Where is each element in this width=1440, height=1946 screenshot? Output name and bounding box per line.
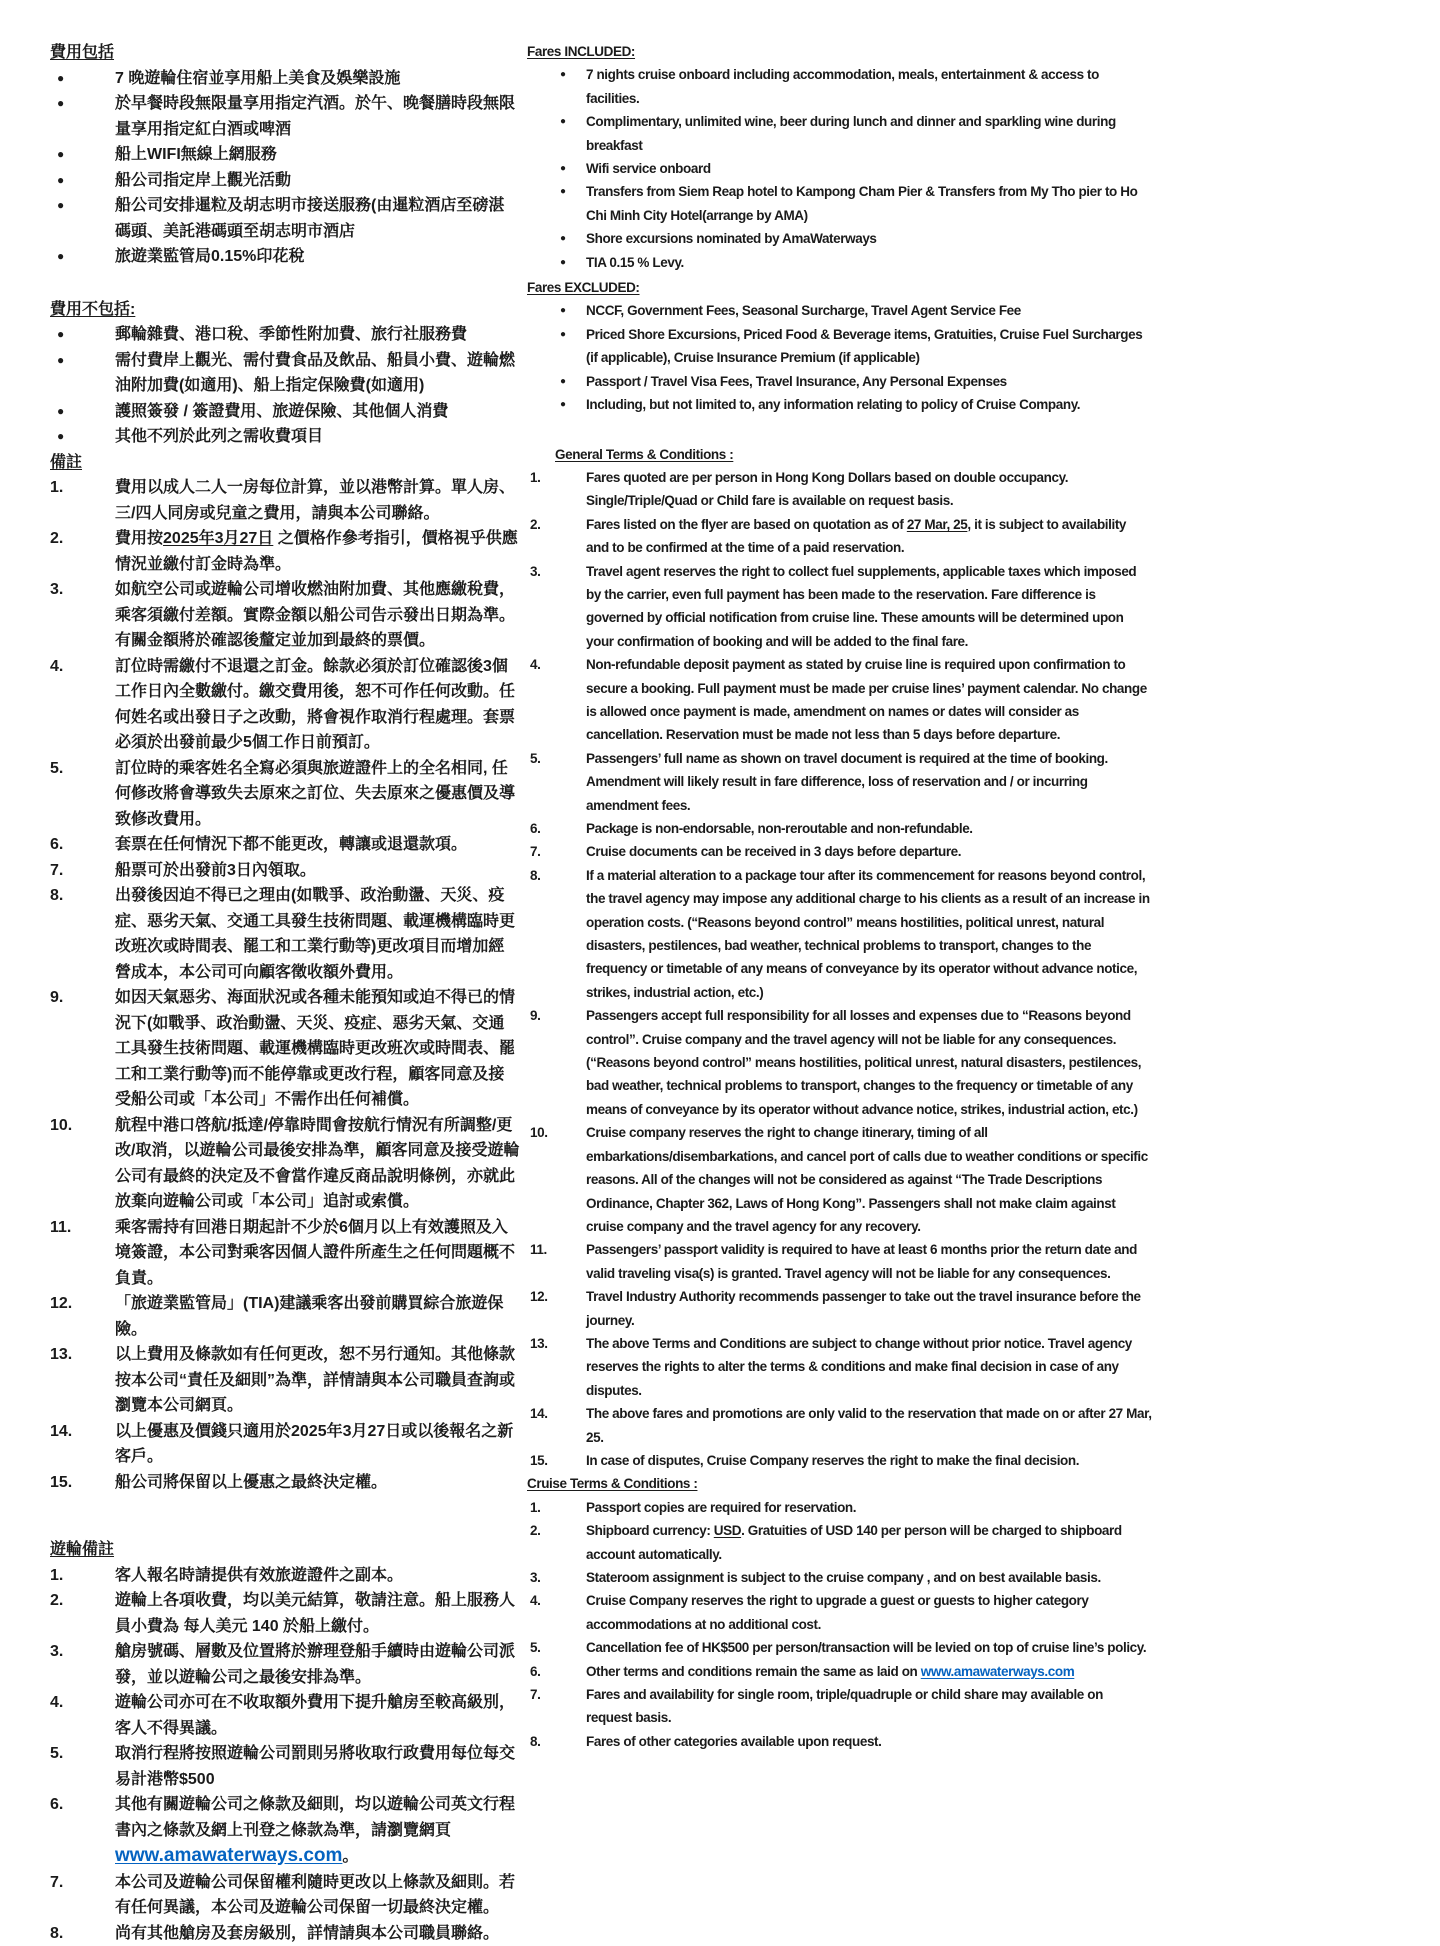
- list-item: [50, 1291, 520, 1342]
- number-marker: 10.: [50, 1113, 115, 1139]
- list-item: [527, 323, 1152, 370]
- bullet-marker: ●: [527, 299, 586, 322]
- item-text: 護照簽發 / 簽證費用、旅遊保險、其他個人消費: [115, 399, 520, 425]
- item-text: 郵輪雜費、港口稅、季節性附加費、旅行社服務費: [115, 322, 520, 348]
- number-marker: 7.: [50, 1870, 115, 1896]
- section-heading-fares-excluded-zh: 費用不包括:: [50, 297, 520, 323]
- list-item: [527, 560, 1152, 654]
- list-item: [527, 1589, 1152, 1636]
- list-item: [527, 157, 1152, 180]
- number-marker: 6.: [527, 1660, 586, 1683]
- list-item: [50, 1342, 520, 1419]
- number-marker: 3.: [50, 1639, 115, 1665]
- bullet-marker: ●: [50, 348, 115, 374]
- number-marker: 14.: [50, 1419, 115, 1445]
- list-item: [50, 322, 520, 348]
- number-marker: 13.: [527, 1332, 586, 1355]
- bullet-marker: ●: [50, 399, 115, 425]
- item-text: Cruise documents can be received in 3 days before departure.: [586, 840, 1152, 863]
- item-text: 7 nights cruise onboard including accommodation, meals, entertainment & access to facilities.: [586, 63, 1152, 110]
- list-item: [50, 142, 520, 168]
- item-text: 7 晚遊輪住宿並享用船上美食及娛樂設施: [115, 66, 520, 92]
- item-text: Package is non-endorsable, non-reroutable and non-refundable.: [586, 817, 1152, 840]
- list-item: [50, 1792, 520, 1870]
- number-marker: 7.: [527, 1683, 586, 1706]
- item-text: Other terms and conditions remain the same as laid on www.amawaterways.com: [586, 1660, 1152, 1683]
- bullet-marker: ●: [50, 168, 115, 194]
- number-marker: 13.: [50, 1342, 115, 1368]
- number-marker: 9.: [527, 1004, 586, 1027]
- item-text: Passport copies are required for reservation.: [586, 1496, 1152, 1519]
- list-item: [50, 1563, 520, 1589]
- list-item: [50, 1921, 520, 1946]
- item-text: 旅遊業監管局0.15%印花稅: [115, 244, 520, 270]
- item-text: 船公司安排暹粒及胡志明市接送服務(由暹粒酒店至磅湛碼頭、美託港碼頭至胡志明市酒店: [115, 193, 520, 244]
- list-item: [50, 1690, 520, 1741]
- number-marker: 15.: [50, 1470, 115, 1496]
- list-item: [50, 756, 520, 833]
- item-text: Travel agent reserves the right to collect fuel supplements, applicable taxes which imposed by the carrier, even full payment has been made to the reservation. Fare difference is governed by official notification from cruise line. These amounts will be determined upon your confirmation of booking and will be added to the final fare.: [586, 560, 1152, 654]
- item-text: 本公司及遊輪公司保留權利隨時更改以上條款及細則。若有任何異議，本公司及遊輪公司保留一切最終決定權。: [115, 1870, 520, 1921]
- section-heading-cruise-terms-en: Cruise Terms & Conditions :: [527, 1472, 1152, 1495]
- number-marker: 1.: [527, 466, 586, 489]
- amawaterways-link[interactable]: www.amawaterways.com: [921, 1664, 1075, 1679]
- item-text: Fares listed on the flyer are based on quotation as of 27 Mar, 25, it is subject to availability and to be confirmed at the time of a paid reservation.: [586, 513, 1152, 560]
- list-item: [50, 1588, 520, 1639]
- section-fares-excluded-zh: [50, 297, 520, 450]
- item-text: 以上費用及條款如有任何更改，恕不另行通知。其他條款按本公司“責任及細則”為準，詳情請與本公司職員查詢或瀏覽本公司網頁。: [115, 1342, 520, 1419]
- column-right: [527, 40, 1152, 1946]
- number-marker: 6.: [50, 1792, 115, 1818]
- number-marker: 2.: [50, 1588, 115, 1614]
- item-text: Transfers from Siem Reap hotel to Kampong Cham Pier & Transfers from My Tho pier to Ho Chi Minh City Hotel(arrange by AMA): [586, 180, 1152, 227]
- item-text: Travel Industry Authority recommends passenger to take out the travel insurance before the journey.: [586, 1285, 1152, 1332]
- list-item: [527, 1660, 1152, 1683]
- list-item: [527, 1121, 1152, 1238]
- list-item: [50, 91, 520, 142]
- bullet-marker: ●: [527, 393, 586, 416]
- bullet-marker: ●: [50, 193, 115, 219]
- bullet-marker: ●: [50, 244, 115, 270]
- bullet-marker: ●: [527, 157, 586, 180]
- item-text: 尚有其他艙房及套房級別，詳情請與本公司職員聯絡。: [115, 1921, 520, 1946]
- number-marker: 4.: [527, 653, 586, 676]
- list-item: [50, 1419, 520, 1470]
- list-item: [527, 251, 1152, 274]
- number-marker: 6.: [527, 817, 586, 840]
- list-item: [527, 1636, 1152, 1659]
- list-item: [527, 1332, 1152, 1402]
- item-text: Passport / Travel Visa Fees, Travel Insurance, Any Personal Expenses: [586, 370, 1152, 393]
- number-marker: 3.: [527, 1566, 586, 1589]
- list-item: [50, 475, 520, 526]
- list-item: [527, 840, 1152, 863]
- item-text: 船公司指定岸上觀光活動: [115, 168, 520, 194]
- item-text: 航程中港口啓航/抵達/停靠時間會按航行情況有所調整/更改/取消，以遊輪公司最後安排為準，顧客同意及接受遊輪公司有最終的決定及不會當作違反商品說明條例，亦就此放棄向遊輪公司或「本公司」追討或索償。: [115, 1113, 520, 1215]
- item-text: 船公司將保留以上優惠之最終決定權。: [115, 1470, 520, 1496]
- item-text: 訂位時的乘客姓名全寫必須與旅遊證件上的全名相同, 任何修改將會導致失去原來之訂位、失去原來之優惠價及導致修改費用。: [115, 756, 520, 833]
- number-marker: 8.: [527, 864, 586, 887]
- item-text: 遊輪公司亦可在不收取額外費用下提升艙房至較高級別，客人不得異議。: [115, 1690, 520, 1741]
- section-heading-notes-zh: 備註: [50, 450, 520, 476]
- number-marker: 8.: [50, 883, 115, 909]
- item-text: 如因天氣惡劣、海面狀況或各種未能預知或迫不得已的情況下(如戰爭、政治動盪、天災、疫症、惡劣天氣、交通工具發生技術問題、載運機構臨時更改班次或時間表、罷工和工業行動等)而不能停靠或更改行程，顧客同意及接受船公司或「本公司」不需作出任何補償。: [115, 985, 520, 1113]
- number-marker: 4.: [527, 1589, 586, 1612]
- list-item: [527, 180, 1152, 227]
- section-heading-fares-excluded-en: Fares EXCLUDED:: [527, 276, 1152, 299]
- list-item: [50, 654, 520, 756]
- underlined-text: 2025年3月27日: [163, 530, 273, 547]
- item-text: 訂位時需繳付不退還之訂金。餘款必須於訂位確認後3個工作日內全數繳付。繳交費用後，恕不可作任何改動。任何姓名或出發日子之改動，將會視作取消行程處理。套票必須於出發前最少5個工作日前預訂。: [115, 654, 520, 756]
- number-marker: 5.: [527, 747, 586, 770]
- bullet-marker: ●: [50, 424, 115, 450]
- list-item: [50, 168, 520, 194]
- item-text: 船上WIFI無線上網服務: [115, 142, 520, 168]
- number-marker: 8.: [527, 1730, 586, 1753]
- underlined-text: 27 Mar, 25: [907, 517, 968, 532]
- list-item: [527, 227, 1152, 250]
- list-item: [50, 577, 520, 654]
- list-item: [527, 466, 1152, 513]
- bullet-marker: ●: [50, 91, 115, 117]
- list-item: [50, 1470, 520, 1496]
- section-heading-cruise-notes-zh: 遊輪備註: [50, 1537, 520, 1563]
- number-marker: 12.: [50, 1291, 115, 1317]
- list-item: [527, 1238, 1152, 1285]
- list-item: [50, 424, 520, 450]
- list-item: [527, 1285, 1152, 1332]
- list-item: [50, 1741, 520, 1792]
- item-text: 以上優惠及價錢只適用於2025年3月27日或以後報名之新客戶。: [115, 1419, 520, 1470]
- list-item: [50, 883, 520, 985]
- item-text: TIA 0.15 % Levy.: [586, 251, 1152, 274]
- item-text: The above Terms and Conditions are subject to change without prior notice. Travel agency reserves the rights to alter the terms & conditions and make final decision in case of any disputes.: [586, 1332, 1152, 1402]
- bullet-marker: ●: [527, 180, 586, 203]
- item-text: 取消行程將按照遊輪公司罰則另將收取行政費用每位每交易計港幣$500: [115, 1741, 520, 1792]
- column-left: [50, 40, 520, 1946]
- item-text: Fares and availability for single room, triple/quadruple or child share may available on request basis.: [586, 1683, 1152, 1730]
- list-item: [50, 244, 520, 270]
- section-heading-fares-included-zh: 費用包括: [50, 40, 520, 66]
- item-text: 艙房號碼、層數及位置將於辦理登船手續時由遊輪公司派發，並以遊輪公司之最後安排為準。: [115, 1639, 520, 1690]
- number-marker: 12.: [527, 1285, 586, 1308]
- item-text: Fares quoted are per person in Hong Kong Dollars based on double occupancy. Single/Triple/Quad or Child fare is available on request basis.: [586, 466, 1152, 513]
- number-marker: 11.: [50, 1215, 115, 1241]
- item-text: Passengers’ passport validity is required to have at least 6 months prior the return date and valid traveling visa(s) is granted. Travel agency will not be liable for any consequences.: [586, 1238, 1152, 1285]
- list-item: [50, 832, 520, 858]
- item-text: 如航空公司或遊輪公司增收燃油附加費、其他應繳稅費，乘客須繳付差額。實際金額以船公司告示發出日期為準。有關金額將於確認後釐定並加到最終的票價。: [115, 577, 520, 654]
- list-item: [527, 1519, 1152, 1566]
- item-text: 船票可於出發前3日內領取。: [115, 858, 520, 884]
- number-marker: 4.: [50, 1690, 115, 1716]
- list-item: [527, 1566, 1152, 1589]
- section-heading-general-terms-en: General Terms & Conditions :: [527, 443, 1152, 466]
- bullet-marker: ●: [527, 110, 586, 133]
- number-marker: 7.: [50, 858, 115, 884]
- number-marker: 5.: [50, 756, 115, 782]
- number-marker: 6.: [50, 832, 115, 858]
- section-notes-zh: [50, 450, 520, 1496]
- item-text: 乘客需持有回港日期起計不少於6個月以上有效護照及入境簽證，本公司對乘客因個人證件所產生之任何問題概不負責。: [115, 1215, 520, 1292]
- number-marker: 2.: [527, 513, 586, 536]
- number-marker: 7.: [527, 840, 586, 863]
- list-item: [50, 1113, 520, 1215]
- list-item: [527, 1683, 1152, 1730]
- list-item: [50, 1215, 520, 1292]
- list-item: [50, 858, 520, 884]
- list-item: [527, 653, 1152, 747]
- item-text: Passengers accept full responsibility for all losses and expenses due to “Reasons beyond control”. Cruise company and the travel agency will not be liable for any consequences. (“Reasons beyond control” means hostilities, political unrest, natural disasters, pestilences, bad weather, technical problems to transport, changes to the frequency or timetable of any means of conveyance by its operator without advance notice, strikes, industrial action, etc.): [586, 1004, 1152, 1121]
- list-item: [527, 1004, 1152, 1121]
- item-text: Priced Shore Excursions, Priced Food & Beverage items, Gratuities, Cruise Fuel Surcharges (if applicable), Cruise Insurance Premium (if applicable): [586, 323, 1152, 370]
- item-text: The above fares and promotions are only valid to the reservation that made on or after 27 Mar, 25.: [586, 1402, 1152, 1449]
- section-general-terms-en: [527, 443, 1152, 1473]
- section-fares-included-en: [527, 40, 1152, 274]
- number-marker: 1.: [527, 1496, 586, 1519]
- list-item: [527, 864, 1152, 1004]
- item-text: 於早餐時段無限量享用指定汽酒。於午、晚餐膳時段無限量享用指定紅白酒或啤酒: [115, 91, 520, 142]
- number-marker: 1.: [50, 475, 115, 501]
- item-text: 客人報名時請提供有效旅遊證件之副本。: [115, 1563, 520, 1589]
- number-marker: 8.: [50, 1921, 115, 1946]
- bullet-marker: ●: [527, 227, 586, 250]
- section-fares-included-zh: [50, 40, 520, 270]
- list-item: [50, 1639, 520, 1690]
- item-text: 「旅遊業監管局」(TIA)建議乘客出發前購買綜合旅遊保險。: [115, 1291, 520, 1342]
- number-marker: 2.: [527, 1519, 586, 1542]
- section-fares-excluded-en: [527, 276, 1152, 416]
- item-text: Cruise Company reserves the right to upgrade a guest or guests to higher category accommodations at no additional cost.: [586, 1589, 1152, 1636]
- item-text: Cancellation fee of HK$500 per person/transaction will be levied on top of cruise line’s policy.: [586, 1636, 1152, 1659]
- item-text: 費用按2025年3月27日 之價格作參考指引，價格視乎供應情況並繳付訂金時為準。: [115, 526, 520, 577]
- number-marker: 5.: [527, 1636, 586, 1659]
- bullet-marker: ●: [50, 66, 115, 92]
- item-text: Non-refundable deposit payment as stated by cruise line is required upon confirmation to secure a booking. Full payment must be made per cruise lines’ payment calendar. No change is allowed once payment is made, amendment on names or dates will consider as cancellation. Reservation must be made not less than 5 days before departure.: [586, 653, 1152, 747]
- list-item: [50, 66, 520, 92]
- list-item: [527, 299, 1152, 322]
- list-item: [527, 63, 1152, 110]
- number-marker: 1.: [50, 1563, 115, 1589]
- bullet-marker: ●: [527, 323, 586, 346]
- number-marker: 15.: [527, 1449, 586, 1472]
- list-item: [527, 1730, 1152, 1753]
- list-item: [527, 513, 1152, 560]
- item-text: 其他不列於此列之需收費項目: [115, 424, 520, 450]
- item-text: 遊輪上各項收費，均以美元結算，敬請注意。船上服務人員小費為 每人美元 140 於船上繳付。: [115, 1588, 520, 1639]
- item-text: Fares of other categories available upon request.: [586, 1730, 1152, 1753]
- item-text: Wifi service onboard: [586, 157, 1152, 180]
- number-marker: 10.: [527, 1121, 586, 1144]
- number-marker: 3.: [527, 560, 586, 583]
- bullet-marker: ●: [527, 370, 586, 393]
- underlined-text: USD: [714, 1523, 741, 1538]
- number-marker: 9.: [50, 985, 115, 1011]
- list-item: [527, 1496, 1152, 1519]
- item-text: Stateroom assignment is subject to the cruise company , and on best available basis.: [586, 1566, 1152, 1589]
- list-item: [527, 370, 1152, 393]
- item-text: 套票在任何情況下都不能更改，轉讓或退還款項。: [115, 832, 520, 858]
- number-marker: 14.: [527, 1402, 586, 1425]
- number-marker: 3.: [50, 577, 115, 603]
- item-text: 費用以成人二人一房每位計算，並以港幣計算。單人房、三/四人同房或兒童之費用，請與本公司聯絡。: [115, 475, 520, 526]
- bullet-marker: ●: [527, 63, 586, 86]
- item-text: Including, but not limited to, any information relating to policy of Cruise Company.: [586, 393, 1152, 416]
- number-marker: 5.: [50, 1741, 115, 1767]
- list-item: [50, 1870, 520, 1921]
- item-text: Cruise company reserves the right to change itinerary, timing of all embarkations/disembarkations, and cancel port of calls due to weather conditions or specific reasons. All of the changes will not be considered as against “The Trade Descriptions Ordinance, Chapter 362, Laws of Hong Kong”. Passengers shall not make claim against cruise company and the travel agency for any recovery.: [586, 1121, 1152, 1238]
- bullet-marker: ●: [50, 142, 115, 168]
- bullet-marker: ●: [50, 322, 115, 348]
- list-item: [527, 1402, 1152, 1449]
- number-marker: 2.: [50, 526, 115, 552]
- list-item: [527, 747, 1152, 817]
- amawaterways-link[interactable]: www.amawaterways.com: [115, 1845, 342, 1866]
- item-text: Complimentary, unlimited wine, beer during lunch and dinner and sparkling wine during breakfast: [586, 110, 1152, 157]
- list-item: [50, 399, 520, 425]
- number-marker: 11.: [527, 1238, 586, 1261]
- list-item: [527, 393, 1152, 416]
- item-text: Shore excursions nominated by AmaWaterways: [586, 227, 1152, 250]
- list-item: [50, 193, 520, 244]
- number-marker: 4.: [50, 654, 115, 680]
- list-item: [527, 110, 1152, 157]
- item-text: Shipboard currency: USD. Gratuities of USD 140 per person will be charged to shipboard account automatically.: [586, 1519, 1152, 1566]
- list-item: [50, 348, 520, 399]
- item-text: 其他有關遊輪公司之條款及細則，均以遊輪公司英文行程書內之條款及網上刊登之條款為準，請瀏覽網頁 www.amawaterways.com。: [115, 1792, 520, 1870]
- item-text: 需付費岸上觀光、需付費食品及飲品、船員小費、遊輪燃油附加費(如適用)、船上指定保險費(如適用): [115, 348, 520, 399]
- list-item: [50, 526, 520, 577]
- item-text: In case of disputes, Cruise Company reserves the right to make the final decision.: [586, 1449, 1152, 1472]
- section-cruise-notes-zh: [50, 1537, 520, 1946]
- item-text: NCCF, Government Fees, Seasonal Surcharge, Travel Agent Service Fee: [586, 299, 1152, 322]
- item-text: 出發後因迫不得已之理由(如戰爭、政治動盪、天災、疫症、惡劣天氣、交通工具發生技術問題、載運機構臨時更改班次或時間表、罷工和工業行動等)更改項目而增加經營成本，本公司可向顧客徵收額外費用。: [115, 883, 520, 985]
- section-cruise-terms-en: [527, 1472, 1152, 1753]
- list-item: [527, 1449, 1152, 1472]
- item-text: Passengers’ full name as shown on travel document is required at the time of booking. Amendment will likely result in fare difference, loss of reservation and / or incurring amendment fees.: [586, 747, 1152, 817]
- list-item: [50, 985, 520, 1113]
- section-heading-fares-included-en: Fares INCLUDED:: [527, 40, 1152, 63]
- list-item: [527, 817, 1152, 840]
- item-text: If a material alteration to a package tour after its commencement for reasons beyond control, the travel agency may impose any additional charge to his clients as a result of an increase in operation costs. (“Reasons beyond control” means hostilities, political unrest, natural disasters, pestilences, bad weather, technical problems to transport, changes to the frequency or timetable of any means of conveyance by its operator without advance notice, strikes, industrial action, etc.): [586, 864, 1152, 1004]
- bullet-marker: ●: [527, 251, 586, 274]
